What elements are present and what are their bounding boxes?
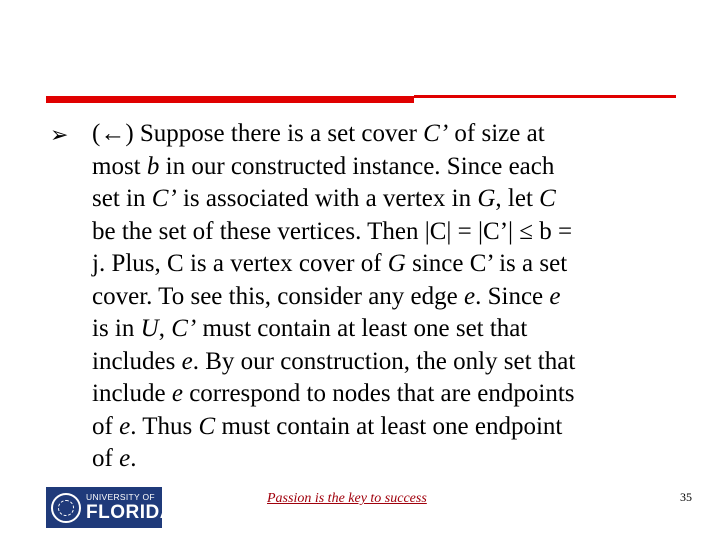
- italic-term: G: [387, 250, 406, 277]
- text-run: includes: [92, 347, 182, 375]
- footer-tagline: Passion is the key to success: [267, 491, 427, 506]
- text-line: [92, 313, 680, 346]
- text-line: [92, 151, 680, 184]
- text-line: [92, 248, 680, 281]
- text-line: [92, 378, 680, 411]
- text-line: [92, 443, 680, 476]
- arrow-bullet-icon: ➢: [50, 123, 69, 148]
- text-run: of size at: [448, 120, 545, 147]
- text-run: set in: [92, 185, 152, 212]
- italic-term: b: [146, 152, 160, 180]
- text-run: is associated with a vertex in: [176, 185, 478, 212]
- text-line: [92, 118, 680, 151]
- italic-term: e: [171, 380, 183, 407]
- title-rule-thick: [46, 96, 414, 103]
- text-run: most: [92, 152, 147, 180]
- text-run: be the set of these vertices. Then |C| = |C’| ≤ b =: [92, 217, 573, 245]
- text-run: in our constructed instance. Since each: [159, 152, 555, 180]
- text-run: . By our construction, the only set that: [192, 347, 576, 375]
- text-line: [92, 411, 680, 444]
- text-run: include: [92, 380, 172, 407]
- text-run: of: [92, 412, 120, 440]
- text-run: j. Plus, C is a vertex cover of: [92, 250, 388, 277]
- text-run: of: [92, 445, 120, 472]
- italic-term: U: [140, 315, 159, 342]
- italic-term: C’: [151, 185, 177, 212]
- university-logo: [46, 487, 179, 528]
- page-number: 35: [680, 490, 692, 504]
- text-line: [92, 216, 680, 249]
- text-run: since C’ is a set: [405, 250, 568, 277]
- text-run: must contain at least one set that: [196, 315, 528, 342]
- text-run: ,: [158, 315, 172, 342]
- text-line: [92, 183, 680, 216]
- text-run: cover. To see this, consider any edge: [92, 282, 464, 310]
- seal-icon: [51, 493, 81, 523]
- text-line: [92, 346, 680, 379]
- italic-term: e: [181, 347, 193, 375]
- italic-term: C’: [423, 120, 449, 147]
- italic-term: e: [119, 412, 131, 440]
- text-run: must contain at least one endpoint: [215, 412, 563, 440]
- logo-main-text: FLORIDA®: [86, 501, 179, 523]
- italic-term: e: [549, 282, 561, 310]
- text-run: , let: [495, 185, 540, 212]
- text-line: [92, 281, 680, 314]
- italic-term: C: [539, 185, 556, 212]
- bullet-text: [92, 118, 680, 476]
- italic-term: e: [464, 282, 476, 310]
- text-run: .: [130, 445, 137, 472]
- text-run: . Thus: [130, 412, 199, 440]
- title-rule-thin: [414, 95, 676, 98]
- italic-term: C’: [171, 315, 197, 342]
- text-run: is in: [92, 315, 141, 342]
- text-run: correspond to nodes that are endpoints: [182, 380, 575, 407]
- italic-term: G: [477, 185, 496, 212]
- text-run: . Since: [475, 282, 550, 310]
- text-run: (←) Suppose there is a set cover: [92, 120, 424, 147]
- logo-top-text: UNIVERSITY OF: [86, 492, 155, 503]
- italic-term: C: [198, 412, 216, 440]
- italic-term: e: [119, 445, 131, 472]
